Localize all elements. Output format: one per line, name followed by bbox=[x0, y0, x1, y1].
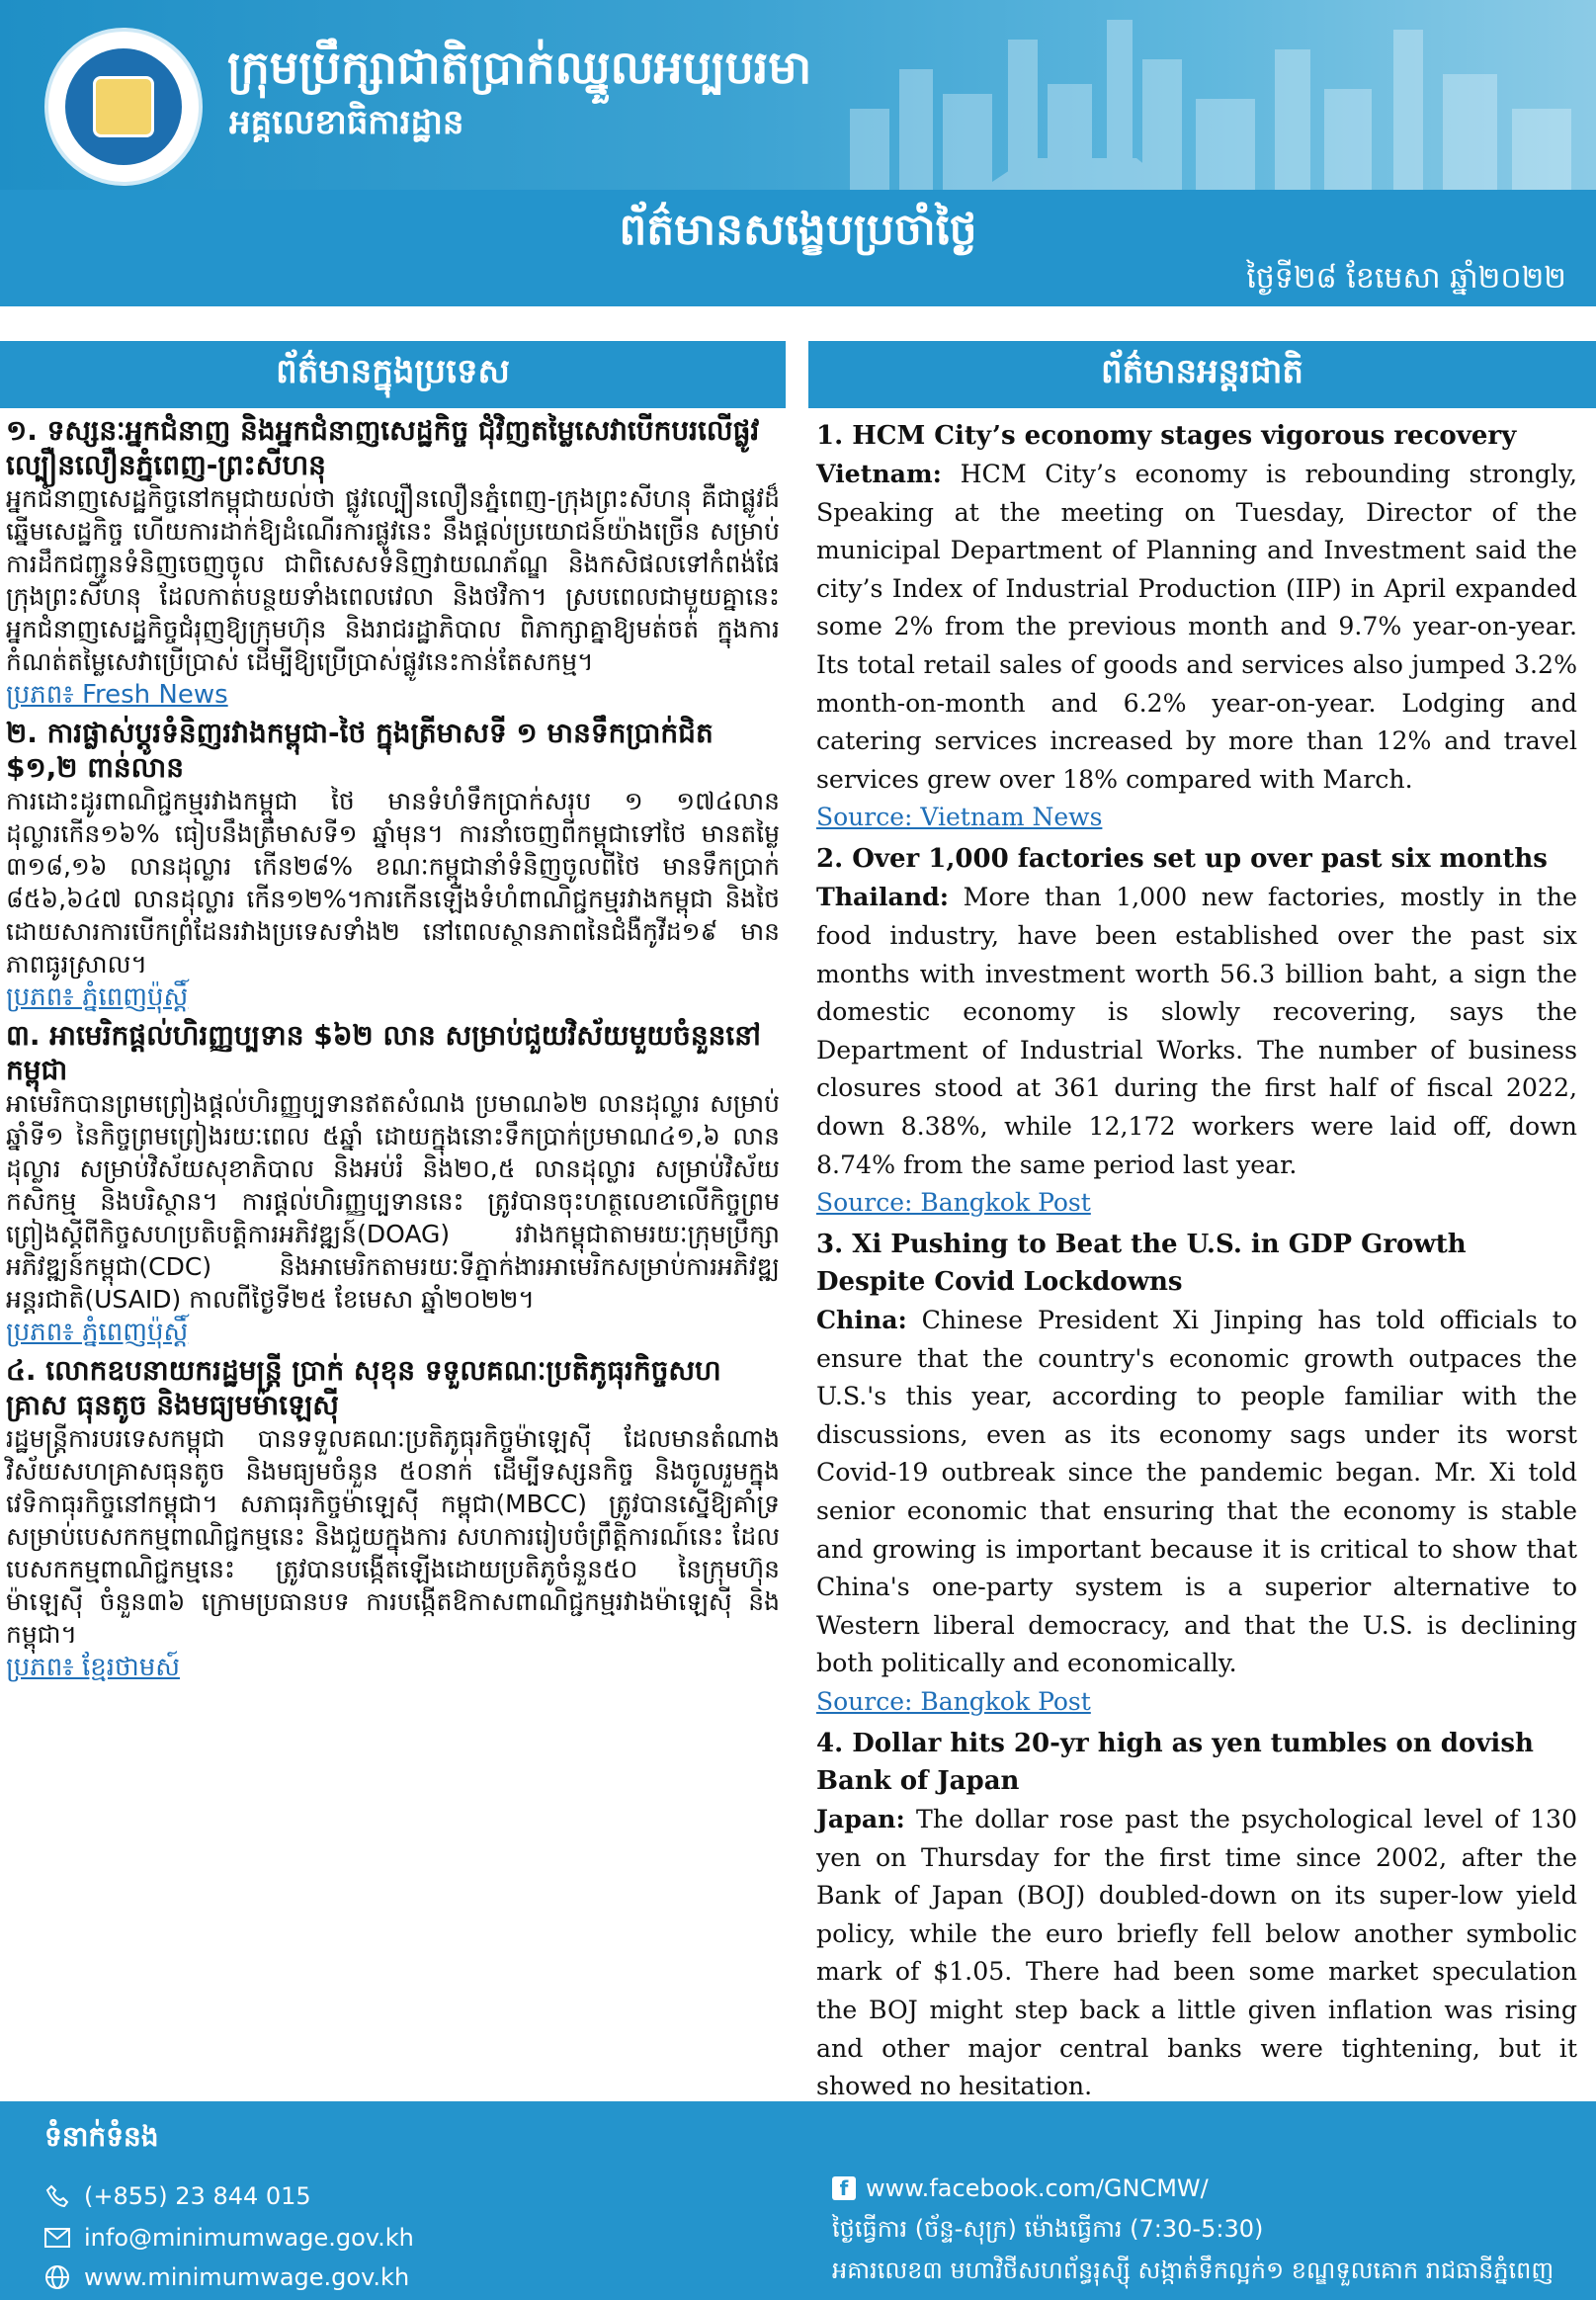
email-address[interactable]: info@minimumwage.gov.kh bbox=[84, 2224, 414, 2252]
international-article bbox=[816, 840, 1577, 1222]
article-source-link[interactable]: ប្រភព៖ ខ្មែរថាមស៍ bbox=[6, 1653, 180, 1682]
article-title: 1. HCM City’s economy stages vigorous recovery bbox=[816, 421, 1517, 451]
bulletin-title: ព័ត៌មានសង្ខេបប្រចាំថ្ងៃ bbox=[619, 205, 977, 255]
mail-icon bbox=[44, 2225, 70, 2251]
city-skyline-graphic bbox=[810, 0, 1596, 198]
organization-name: ក្រុមប្រឹក្សាជាតិប្រាក់ឈ្នួលអប្បបរមា bbox=[227, 41, 812, 94]
international-article bbox=[816, 1226, 1577, 1721]
office-address: អគារលេខ៣ មហាវិថីសហព័ន្ធរុស្ស៊ី សង្កាត់ទឹកល្អក់១ ខណ្ឌទួលគោក រាជធានីភ្នំពេញ bbox=[832, 2257, 1554, 2284]
domestic-article bbox=[6, 1018, 780, 1349]
international-article bbox=[816, 417, 1577, 836]
organization-subtitle: អគ្គលេខាធិការដ្ឋាន bbox=[229, 103, 464, 142]
footer-contact bbox=[0, 2101, 1596, 2300]
article-body bbox=[816, 878, 1577, 1184]
council-logo bbox=[44, 28, 203, 186]
article-body: អាមេរិកបានព្រមព្រៀងផ្តល់ហិរញ្ញប្បទានឥតសំណង ប្រមាណ៦២ លានដុល្លារ សម្រាប់ឆ្នាំទី១ នៃកិច្ចព្រមព្រៀងរយៈពេល ៥ឆ្នាំ ដោយក្នុងនោះទឹកប្រាក់ប្រមាណ៤១,៦ លានដុល្លារ សម្រាប់វិស័យសុខាភិបាល និងអប់រំ និង២០,៥ លានដុល្លារ សម្រាប់វិស័យកសិកម្ម និងបរិស្ថាន។ ការផ្តល់ហិរញ្ញប្បទាននេះ ត្រូវបានចុះហត្ថលេខាលើកិច្ចព្រមព្រៀងស្តីពីកិច្ចសហប្រតិបត្តិការអភិវឌ្ឍន៍(DOAG) រវាងកម្ពុជាតាមរយៈក្រុមប្រឹក្សាអភិវឌ្ឍន៍កម្ពុជា(CDC) និងអាមេរិកតាមរយៈទីភ្នាក់ងារអាមេរិកសម្រាប់ការអភិវឌ្ឍអន្តរជាតិ(USAID) កាលពីថ្ងៃទី២៥ ខែមេសា ឆ្នាំ២០២២។ bbox=[6, 1089, 780, 1314]
article-title: ៤. លោកឧបនាយករដ្ឋមន្ត្រី ប្រាក់ សុខុន ទទួលគណៈប្រតិភូធុរកិច្ចសហគ្រាស ធុនតូច និងមធ្យមម៉ាឡេស៊ី bbox=[6, 1354, 721, 1421]
article-title: 3. Xi Pushing to Beat the U.S. in GDP Growth Despite Covid Lockdowns bbox=[816, 1230, 1467, 1298]
facebook-icon: f bbox=[832, 2176, 856, 2200]
website-row bbox=[44, 2263, 409, 2291]
office-hours: ថ្ងៃធ្វើការ (ច័ន្ទ-សុក្រ) ម៉ោងធ្វើការ (7:30-5:30) bbox=[832, 2215, 1264, 2243]
article-body bbox=[816, 1301, 1577, 1683]
article-body: រដ្ឋមន្ត្រីការបរទេសកម្ពុជា បានទទួលគណៈប្រតិភូធុរកិច្ចម៉ាឡេស៊ី ដែលមានតំណាងវិស័យសហគ្រាសធុនតូច និងមធ្យមចំនួន ៥០នាក់ ដើម្បីទស្សនកិច្ច និងចូលរួមក្នុងវេទិកាធុរកិច្ចនៅកម្ពុជា។ សភាធុរកិច្ចម៉ាឡេស៊ី កម្ពុជា(MBCC) ត្រូវបានស្នើឱ្យគាំទ្រសម្រាប់បេសកកម្មពាណិជ្ជកម្មនេះ និងជួយក្នុងការ សហការរៀបចំព្រឹត្តិការណ៍នេះ ដែលបេសកកម្មពាណិជ្ជកម្មនេះ ត្រូវបានបង្កើតឡើងដោយប្រតិភូចំនួន៥០ នៃក្រុមហ៊ុនម៉ាឡេស៊ី ចំនួន៣៦ ក្រោមប្រធានបទ ការបង្កើតឱកាសពាណិជ្ជកម្មរវាងម៉ាឡេស៊ី និងកម្ពុជា។ bbox=[6, 1424, 780, 1649]
globe-icon bbox=[44, 2264, 70, 2290]
phone-icon bbox=[44, 2183, 70, 2209]
email-row bbox=[44, 2224, 414, 2252]
domestic-news-column bbox=[6, 413, 780, 2098]
domestic-article bbox=[6, 716, 780, 1014]
article-body: អ្នកជំនាញសេដ្ឋកិច្ចនៅកម្ពុជាយល់ថា ផ្លូវល្បឿនលឿនភ្នំពេញ-ក្រុងព្រះសីហនុ គឺជាផ្លូវដ៏ឆ្នើមសេដ្ឋកិច្ច ហើយការដាក់ឱ្យដំណើរការផ្លូវនេះ នឹងផ្តល់ប្រយោជន៍យ៉ាងច្រើន សម្រាប់ការដឹកជញ្ជូនទំនិញចេញចូល ជាពិសេសទំនិញវាយណភ័ណ្ឌ និងកសិផលទៅកំពង់ផែក្រុងព្រះសីហនុ ដែលកាត់បន្ថយទាំងពេលវេលា និងថវិកា។ ស្របពេលជាមួយគ្នានេះ អ្នកជំនាញសេដ្ឋកិច្ចជំរុញឱ្យក្រុមហ៊ុន និងរាជរដ្ឋាភិបាល ពិភាក្សាគ្នាឱ្យមត់ចត់ ក្នុងការកំណត់តម្លៃសេវាប្រើប្រាស់ ដើម្បីឱ្យប្រើប្រាស់ផ្លូវនេះកាន់តែសកម្ម។ bbox=[6, 484, 780, 676]
article-title: ២. ការផ្លាស់ប្តូរទំនិញរវាងកម្ពុជា-ថៃ ក្នុងត្រីមាសទី ១ មានទឹកប្រាក់ជិត $១,២ ពាន់លាន bbox=[6, 717, 714, 784]
facebook-link[interactable]: www.facebook.com/GNCMW/ bbox=[866, 2174, 1209, 2202]
article-source-link[interactable]: ប្រភព៖ ភ្នំពេញប៉ុស្តិ៍ bbox=[6, 982, 189, 1012]
domestic-news-heading: ព័ត៌មានក្នុងប្រទេស bbox=[0, 341, 786, 408]
article-source-link[interactable]: Source: Bangkok Post bbox=[816, 1687, 1091, 1717]
article-country: Thailand: bbox=[816, 882, 950, 912]
article-text: The dollar rose past the psychological level of 130 yen on Thursday for the first time since 2002, after the Bank of Japan (BOJ) doubled-down on its super-low yield policy, while the euro briefly fell below another symbolic mark of $1.05. There had been some market speculation the BOJ might step back a little given inflation was rising and other major central banks were tightening, but it showed no hesitation. bbox=[816, 1805, 1577, 2101]
domestic-article bbox=[6, 1353, 780, 1684]
article-country: Vietnam: bbox=[816, 459, 942, 488]
contact-title: ទំនាក់ទំនង bbox=[44, 2120, 159, 2153]
article-text: HCM City’s economy is rebounding strongly, Speaking at the meeting on Tuesday, Director of the municipal Department of Planning and Investment said the city’s Index of Industrial Production (IIP) in April expanded some 2% from the previous month and 9.7% year-on-year. Its total retail sales of goods and services also jumped 3.2% month-on-month and 6.2% year-on-year. Lodging and catering services increased by more than 12% and travel services grew over 18% compared with March. bbox=[816, 460, 1577, 794]
article-source-link[interactable]: ប្រភព៖ ភ្នំពេញប៉ុស្តិ៍ bbox=[6, 1318, 189, 1347]
article-text: More than 1,000 new factories, mostly in the food industry, have been established over the past six months with investment worth 56.3 billion baht, a sign the domestic economy is slowly recovering, says the Department of Industrial Works. The number of business closures stood at 361 during the first half of fiscal 2022, down 8.38%, while 12,172 workers were laid off, down 8.74% from the same period last year. bbox=[816, 883, 1577, 1179]
phone-number[interactable]: (+855) 23 844 015 bbox=[84, 2182, 311, 2210]
article-body bbox=[816, 455, 1577, 799]
article-title: 4. Dollar hits 20-yr high as yen tumbles on dovish Bank of Japan bbox=[816, 1729, 1534, 1797]
facebook-row bbox=[832, 2174, 1209, 2202]
international-news-heading: ព័ត៌មានអន្តរជាតិ bbox=[808, 341, 1596, 408]
article-source-link[interactable]: Source: Bangkok Post bbox=[816, 1188, 1091, 1218]
article-country: Japan: bbox=[816, 1804, 905, 1834]
bulletin-date: ថ្ងៃទី២៨ ខែមេសា ឆ្នាំ២០២២ bbox=[1246, 261, 1566, 296]
article-text: Chinese President Xi Jinping has told officials to ensure that the country's economic growth outpaces the U.S.'s this year, according to people familiar with the discussions, even as its economy sags under its worst Covid-19 outbreak since the pandemic began. Mr. Xi told senior economic that ensuring that the economy is stable and growing is important because it is critical to show that China's one-party system is a superior alternative to Western liberal democracy, and that the U.S. is declining both politically and economically. bbox=[816, 1306, 1577, 1678]
article-body bbox=[816, 1800, 1577, 2106]
international-news-column bbox=[816, 413, 1577, 2101]
article-source-link[interactable]: ប្រភព៖ Fresh News bbox=[6, 680, 228, 710]
website-link[interactable]: www.minimumwage.gov.kh bbox=[84, 2263, 410, 2291]
domestic-article bbox=[6, 413, 780, 712]
article-country: China: bbox=[816, 1305, 907, 1335]
article-title: 2. Over 1,000 factories set up over past six months bbox=[816, 844, 1548, 875]
international-article bbox=[816, 1725, 1577, 2144]
article-body: ការដោះដូរពាណិជ្ជកម្មរវាងកម្ពុជា ថៃ មានទំហំទឹកប្រាក់សរុប ១ ១៧៤លានដុល្លារកើន១៦% ធៀបនឹងត្រីមាសទី១ ឆ្នាំមុន។ ការនាំចេញពីកម្ពុជាទៅថៃ មានតម្លៃ ៣១៨,១៦ លានដុល្លារ កើន២៨% ខណៈកម្ពុជានាំទំនិញចូលពីថៃ មានទឹកប្រាក់ ៨៥៦,៦៤៧ លានដុល្លារ កើន១២%។ការកើនឡើងទំហំពាណិជ្ជកម្មរវាងកម្ពុជា និងថៃដោយសារការបើកព្រំដែនរវាងប្រទេសទាំង២ នៅពេលស្ថានភាពនៃជំងឺកូវីដ១៩ មានភាពធូរស្រាល។ bbox=[6, 787, 780, 979]
phone-row bbox=[44, 2182, 311, 2210]
article-source-link[interactable]: Source: Vietnam News bbox=[816, 803, 1103, 832]
article-title: ៣. អាមេរិកផ្តល់ហិរញ្ញប្បទាន $៦២ លាន សម្រាប់ជួយវិស័យមួយចំនួននៅកម្ពុជា bbox=[6, 1019, 761, 1086]
article-title: ១. ទស្សនៈអ្នកជំនាញ និងអ្នកជំនាញសេដ្ឋកិច្ច ជុំវិញតម្លៃសេវាបើកបរលើផ្លូវល្បឿនលឿនភ្នំពេញ-ព្រះសីហនុ bbox=[6, 414, 760, 481]
